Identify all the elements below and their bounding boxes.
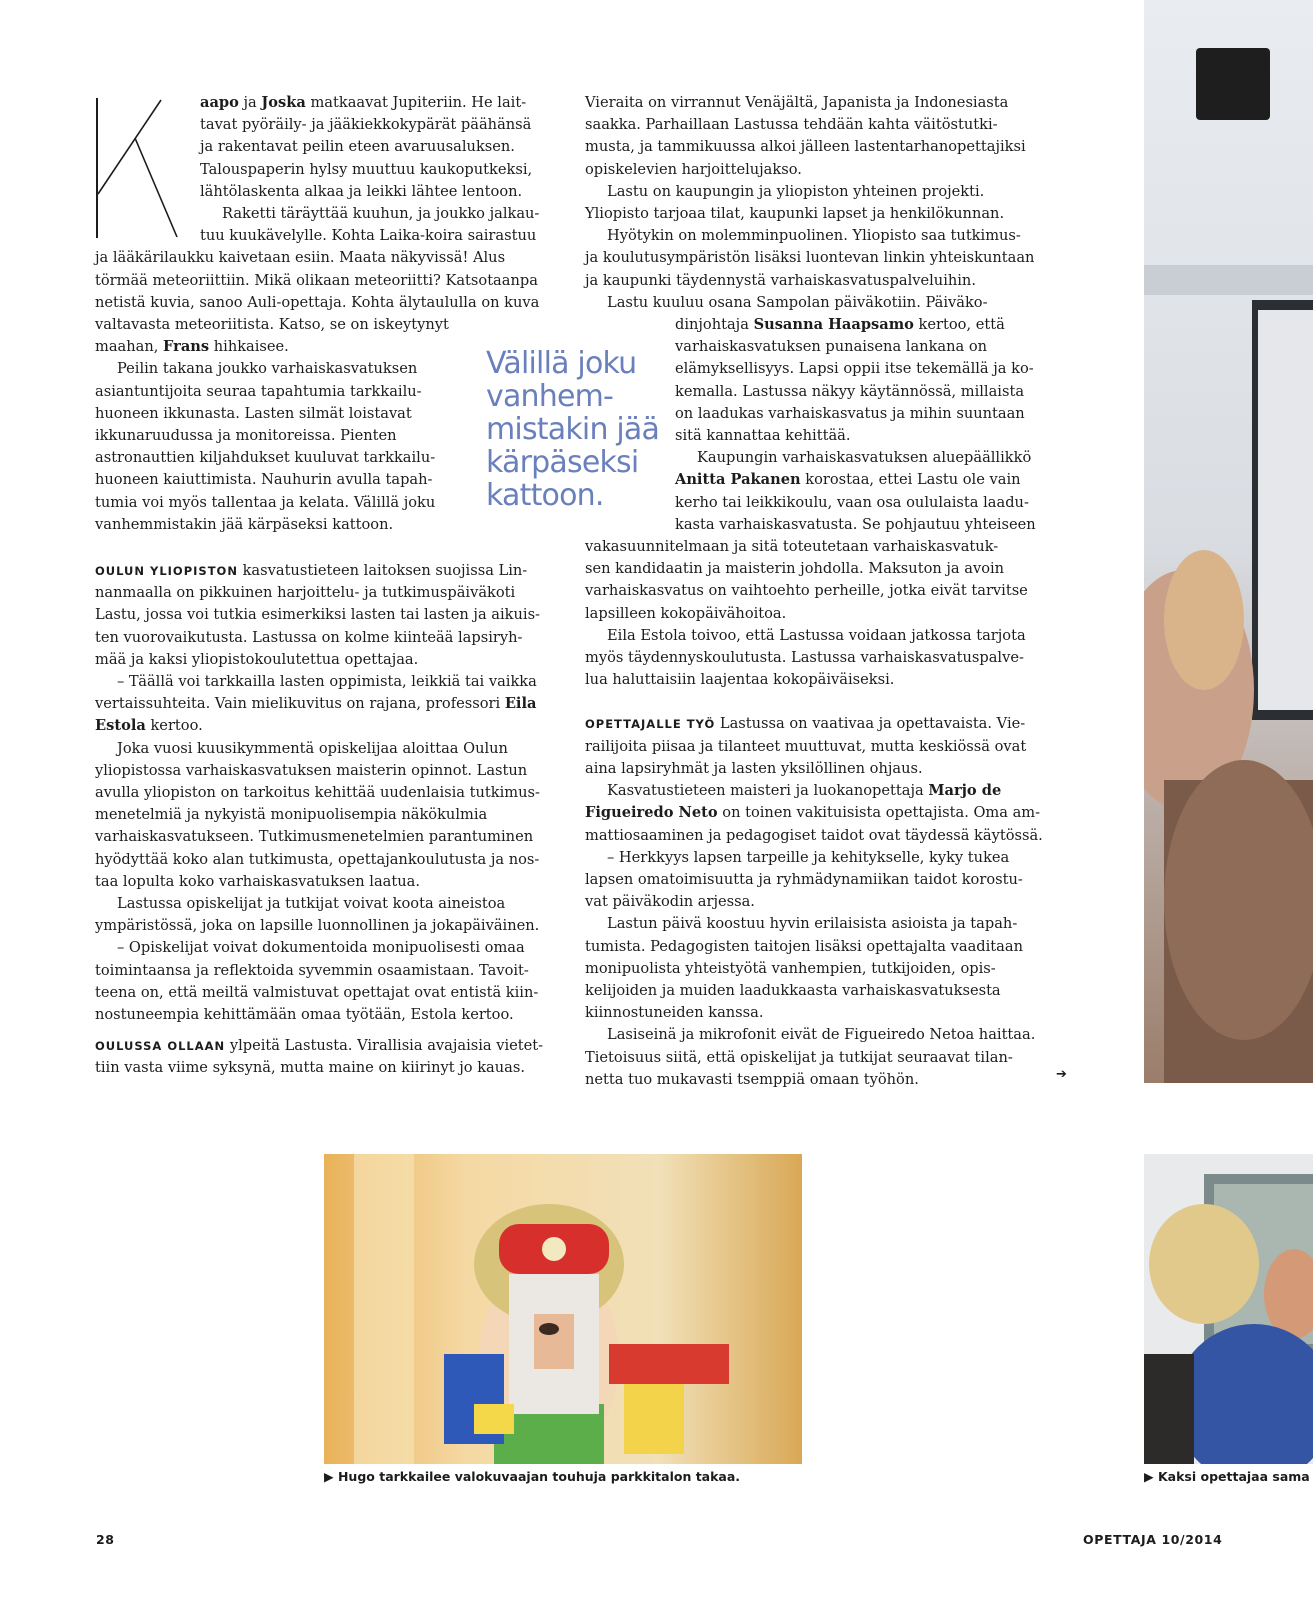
intro-line: törmää meteoriittiin. Mikä olikaan meteoriitti? Katsotaanpa <box>95 271 538 289</box>
para2-line: huoneen ikkunasta. Lasten silmät loistavat <box>95 404 412 422</box>
section-lead: OPETTAJALLE TYÖ <box>585 717 716 732</box>
para2-line: vanhemmistakin jää kärpäseksi kattoon. <box>95 515 394 533</box>
intro-line: valtavasta meteoriitista. Katso, se on iskeytynyt <box>95 316 449 334</box>
intro-line: tuu kuukävelylle. Kohta Laika-koira sairastuu <box>200 227 537 245</box>
right-column: Vieraita on virrannut Venäjältä, Japanista ja Indonesiasta saakka. Parhaillaan Lastussa tehdään kahta väitöstutki- musta, ja tammikuussa alkoi jälleen lastentarhanopettajiksi opiskelevien harjoittelujakso. Lastu on kaupungin ja yliopiston yhteinen projekti. Yliopisto tarjoaa tilat, kaupunki lapset ja henkilökunnan. Hyötykin on molemminpuolinen. Yliopisto saa tutkimus- ja koulutusympäristön lisäksi luontevan linkin yhteiskuntaan ja kaupunki täydennystä varhaiskasvatuspalveluihin. Lastu kuuluu osana Sampolan päiväkotiin. Päiväko- dinjohtaja Susanna Haapsamo kertoo, että varhaiskasvatuksen punaisena lankana on elämyksellisyys. Lapsi oppii itse tekemällä ja ko- kemalla. Lastussa näkyy käytännössä, millaista on laadukas varhaiskasvatus ja mihin suuntaan sitä kannattaa kehittää. Kaupungin varhaiskasvatuksen aluepäällikkö Anitta Pakanen korostaa, ettei Lastu ole vain kerho tai leikkikoulu, vaan osa oululaista laadu- kasta varhaiskasvatusta. Se pohjautuu yhteiseen vakasuunnitelmaan ja sitä toteutetaan varhaiskasvatuk- sen kandidaatin ja maisterin johdolla. Maksuton ja avoin varhaiskasvatus on vaihtoehto perheille, jotka eivät tarvitse lapsilleen kokopäivähoitoa. Eila Estola toivoo, että Lastussa voidaan jatkossa tarjota myös täydennyskoulutusta. Lastussa varhaiskasvatuspalve- lua haluttaisiin laajentaa kokopäiväiseksi. OPETTAJALLE TYÖ Lastussa on vaativaa ja opettavaista. Vie- railijoita piisaa ja tilanteet muuttuvat, mutta keskiössä ovat aina lapsiryhmät ja lasten yksilöllinen ohjaus. Kasvatustieteen maisteri ja luokanopettaja Marjo de Figueiredo Neto on toinen vakituisista opettajista. Oma am- mattiosaaminen ja pedagogiset taidot ovat täydessä käytössä. – Herkkyys lapsen tarpeille ja kehitykselle, kyky tukea lapsen omatoimisuutta ja ryhmädynamiikan taidot korostu- vat päiväkodin arjessa. Lastun päivä koostuu hyvin erilaisista asioista ja tapah- tumista. Pedagogisten taitojen lisäksi opettajalta vaaditaan monipuolista yhteistyötä vanhempien, tutkijoiden, opis- kelijoiden ja muiden laadukkaasta varhaiskasvatuksesta kiinnostuneiden kanssa. Lasiseinä ja mikrofonit eivät de Figueiredo Netoa haittaa. Tietoisuus siitä, että opiskelijat ja tutkijat seuraavat tilan- netta tuo mukavasti tsemppiä omaan työhön. <box>585 94 1043 1088</box>
intro-line: ja lääkärilaukku kaivetaan esiin. Maata näkyvissä! Alus <box>95 249 506 267</box>
para2-line: Peilin takana joukko varhaiskasvatuksen <box>117 360 418 378</box>
photo-hugo <box>324 1154 802 1464</box>
para2-line: tumia voi myös tallentaa ja kelata. Välillä joku <box>95 493 436 511</box>
intro-line: Raketti täräyttää kuuhun, ja joukko jalkau- <box>222 205 540 223</box>
para2-line: huoneen kaiuttimista. Nauhurin avulla tapah- <box>95 471 433 489</box>
photo-caption-right: ▶ Kaksi opettajaa sama <box>1144 1469 1310 1484</box>
para2-line: astronauttien kiljahdukset kuuluvat tarkkailu- <box>95 449 436 467</box>
continue-arrow-icon: ➔ <box>1056 1067 1067 1082</box>
magazine-issue: OPETTAJA 10/2014 <box>1083 1532 1223 1547</box>
page-number: 28 <box>96 1532 115 1547</box>
photo-caption-left: ▶ Hugo tarkkailee valokuvaajan touhuja parkkitalon takaa. <box>324 1469 741 1484</box>
intro-line: aapo ja Joska matkaavat Jupiteriin. He lait- <box>200 94 527 111</box>
intro-paragraph <box>95 92 550 536</box>
intro-line: netistä kuvia, sanoo Auli-opettaja. Kohta älytaululla on kuva <box>95 293 540 311</box>
intro-line: maahan, Frans hihkaisee. <box>95 338 289 356</box>
intro-line: lähtölaskenta alkaa ja leikki lähtee lentoon. <box>200 182 523 200</box>
section-lead: OULUSSA OLLAAN <box>95 1039 226 1053</box>
photo-teachers <box>1144 1154 1313 1464</box>
intro-line: Talouspaperin hylsy muuttuu kaukoputkeksi, <box>200 160 533 178</box>
intro-line: ja rakentavat peilin eteen avaruusaluksen. <box>200 138 515 156</box>
pull-quote: Välillä joku vanhem- mistakin jää kärpäseksi kattoon. <box>486 346 660 513</box>
para2-line: asiantuntijoita seuraa tapahtumia tarkkailu- <box>95 382 422 400</box>
intro-line: tavat pyöräily- ja jääkiekkokypärät päähänsä <box>200 116 532 134</box>
caption-triangle-icon: ▶ <box>324 1469 338 1484</box>
photo-classroom-top <box>1144 0 1313 1083</box>
para2-line: ikkunaruudussa ja monitoreissa. Pienten <box>95 427 397 445</box>
caption-triangle-icon: ▶ <box>1144 1469 1158 1484</box>
section-oulun-yliopiston: OULUN YLIOPISTON kasvatustieteen laitoksen suojissa Lin- nanmaalla on pikkuinen harjoittelu- ja tutkimuspäiväkoti Lastu, jossa voi tutkia esimerkiksi lasten tai lasten ja aikuis- ten vuorovaikutusta. Lastussa on kolme kiinteää lapsiryh- mää ja kaksi yliopistokoulutettua opettajaa. – Täällä voi tarkkailla lasten oppimista, leikkiä tai vaikka vertaissuhteita. Vain mielikuvitus on rajana, professori Eila Estola kertoo. Joka vuosi kuusikymmentä opiskelijaa aloittaa Oulun yliopistossa varhaiskasvatuksen maisterin opinnot. Lastun avulla yliopiston on tarkoitus kehittää uudenlaisia tutkimus- menetelmiä ja nykyistä monipuolisempia näkökulmia varhaiskasvatukseen. Tutkimusmenetelmien parantuminen hyödyttää koko alan tutkimusta, opettajankoulutusta ja nos- taa lopulta koko varhaiskasvatuksen laatua. Lastussa opiskelijat ja tutkijat voivat koota aineistoa ympäristössä, joka on lapsille luonnollinen ja jokapäiväinen. – Opiskelijat voivat dokumentoida monipuolisesti omaa toimintaansa ja reflektoida syvemmin osaamistaan. Tavoit- teena on, että meiltä valmistuvat opettajat ovat entistä kiin- nostuneempia kehittämään omaa työtään, Estola kertoo. <box>95 562 540 1024</box>
section-oulussa-ollaan: OULUSSA OLLAAN ylpeitä Lastusta. Virallisia avajaisia vietet- tiin vasta viime syksynä, mutta maine on kiirinyt jo kauas. <box>95 1037 544 1077</box>
section-lead: OULUN YLIOPISTON <box>95 564 238 578</box>
